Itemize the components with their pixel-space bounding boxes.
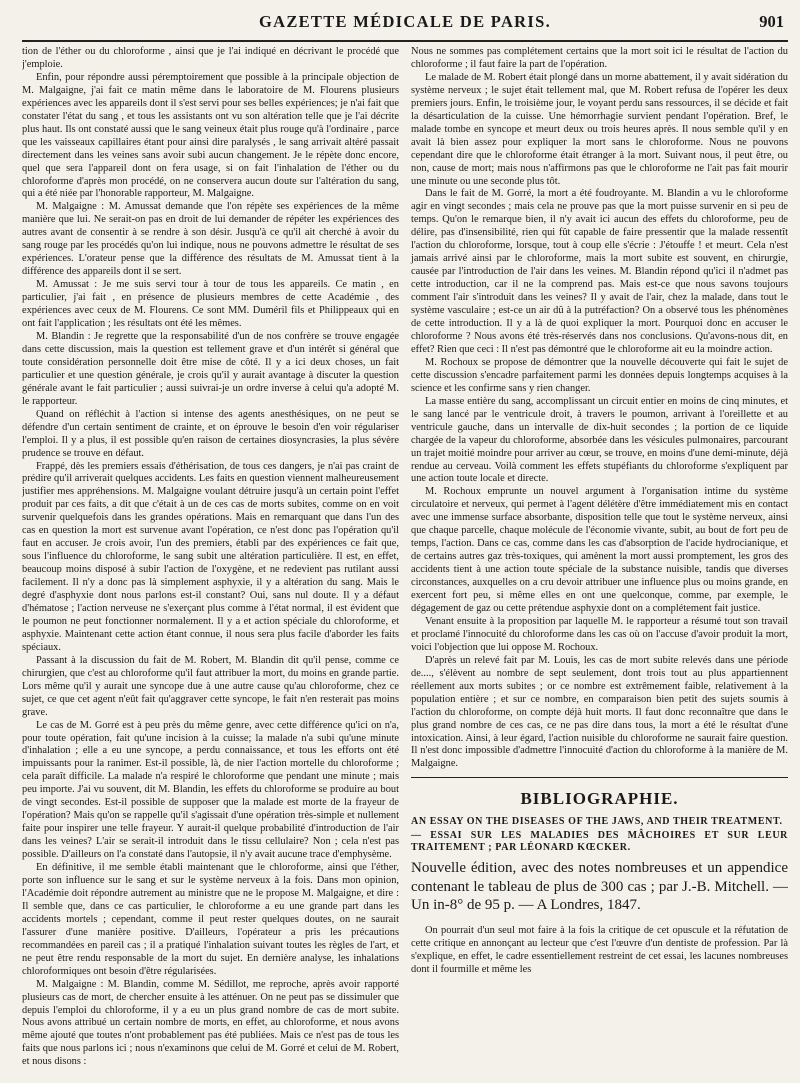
paragraph: D'après un relevé fait par M. Louis, les cas de mort subite relevés dans une période de...., s'élèvent au nombre de sept seulement, dont trois tout au plus appartiennent réellement aux morts subites ; or ce nombre est extrêmement faible, relativement à la population entière ; et sur ce nombre, en comparaison bien petit des sujets soumis à l'action du chloroforme, on compte déjà huit morts. Il faut donc reconnaître que dans le plus grand nombre de ces cas, ce ne pas dire dans tous, la mort a été le résultat d'une intoxication. Ainsi, à leur égard, l'action nuisible du chloroforme ne saurait faire question. Il n'est donc impossible d'admettre l'innocuité d'action du chloroforme à la manière de M. Malgaigne.: [411, 654, 788, 770]
running-header: [22, 0, 788, 42]
paragraph: tion de l'éther ou du chloroforme , ainsi que je l'ai indiqué en décrivant le procédé que j'emploie.: [22, 46, 399, 70]
left-column: [22, 46, 399, 1076]
right-column: [411, 46, 788, 1076]
columns: [22, 46, 788, 1076]
paragraph: En définitive, il me semble établi maintenant que le chloroforme, ainsi que l'éther, porte son influence sur le sang et sur le système nerveux à la fois. Dans mon opinion, l'Académie doit répondre autrement au ministre que ne le propose M. Malgaigne, et dire : Il semble que, dans ce cas particulier, le chloroforme a eu une grande part dans les accidents mortels ; cependant, comme il peut rester quelques doutes, on ne saurait l'assurer d'une manière positive. D'ailleurs, l'opérateur a pris les précautions recommandées en pareil cas ; il a pratiqué l'inhalation suivant toutes les règles de l'art, et ne peut être rendu responsable de la mort du sujet. En dernière analyse, les inhalations chloroformiques ont besoin d'être régularisées.: [22, 862, 399, 977]
paragraph: Venant ensuite à la proposition par laquelle M. le rapporteur a résumé tout son travail et proclamé l'innocuité du chloroforme dans les cas où on l'accuse d'avoir produit la mort, voici l'objection que lui oppose M. Rochoux.: [411, 615, 788, 653]
paragraph: La masse entière du sang, accomplissant un circuit entier en moins de cinq minutes, et le sang lancé par le ventricule droit, à travers le poumon, arrivant à l'oreillette et au ventricule gauche, dans un intervalle de dix-huit secondes ; la portion de ce liquide chargée de la vapeur du chloroforme, absorbée dans les vésicules pulmonaires, parcourant un trajet moitié moindre pour arriver au cœur, se trouve, en moins d'une demi-minute, déjà rendue au cerveau. Voilà comment les effets stupéfiants du chloroforme s'expliquent par une action toute locale et directe.: [411, 395, 788, 485]
paragraph: Frappé, dès les premiers essais d'éthérisation, de tous ces dangers, je n'ai pas craint de prédire qu'il arriverait quelques accidents. Les faits en question viennent malheureusement justifier mes appréhensions. M. Malgaigne voulant détruire jusqu'à un certain point l'effet produit par ces faits, a dit que c'était à un de ces cas de morts subites, comme on en voit survenir quelquefois dans les grandes opérations. Mais en remarquant que dans l'un des cas en question la mort est survenue avant l'opération, ce n'est donc pas l'opération qu'il faut en accuser. Je crois avoir, l'un des premiers, établi par des expériences ce fait que, sous l'influence du chloroforme, le sang subit une altération particulière. Il est, en effet, beaucoup moins disposé à subir l'action de l'oxygène, et ne redevient pas rutilant aussi facilement. Il n'y a donc pas là simplement asphyxie, il y a altération du sang. Mais le degré d'asphyxie dont nous parlons est-il constant? Oui, sans nul doute. Il y a défaut d'hématose ; l'action nerveuse ne s'exerçant plus comme à l'état normal, il est évident que le poumon ne peut fonctionner normalement. Il y a et action spéciale du chloroforme, et asphyxie. Maintenant cette action étant connue, il nous sera plus facile d'aborder les faits spéciaux.: [22, 460, 399, 653]
paragraph: Nous ne sommes pas complétement certains que la mort soit ici le résultat de l'action du chloroforme ; il faut faire la part de l'opération.: [411, 46, 788, 70]
paragraph: M. Amussat : Je me suis servi tour à tour de tous les appareils. Ce matin , en particulier, j'ai fait , en présence de plusieurs membres de cette Académie , des expériences avec ceux de M. Flourens. Ce sont MM. Duméril fils et Philippeaux qui en ont fait l'application ; les résultats ont été les mêmes.: [22, 279, 399, 330]
paragraph: M. Rochoux se propose de démontrer que la nouvelle découverte qui fait le sujet de cette discussion s'encadre parfaitement parmi les données depuis longtemps acquises à la science et les confirme sans y rien changer.: [411, 356, 788, 394]
paragraph: M. Malgaigne : M. Amussat demande que l'on répète ses expériences de la même manière que lui. Ne serait-on pas en droit de lui demander de répéter les expériences des autres avant de consentir à se rendre à son désir. Jusqu'à ce qu'il ait cherché à avoir du sang rouge par les procédés qu'on lui indique, nous ne pouvons admettre le résultat de ses expériences. L'orateur pense que la différence des résultats de M. Amussat tient à la différence des appareils dont il se sert.: [22, 201, 399, 278]
paragraph: Passant à la discussion du fait de M. Robert, M. Blandin dit qu'il pense, comme ce chirurgien, que c'est au chloroforme qu'il faut attribuer la mort, du moins en grande partie. Lors même qu'il y aurait une syncope due à une autre cause qu'au chloroforme, chez ce sujet, ce que cet agent n'eût fait qu'aggraver cette syncope, le fait n'en resterait pas moins grave.: [22, 654, 399, 718]
bibliography-heading: BIBLIOGRAPHIE.: [520, 789, 679, 809]
page-number: 901: [759, 12, 784, 31]
paragraph: M. Malgaigne : M. Blandin, comme M. Sédillot, me reproche, après avoir rapporté plusieurs cas de mort, de chercher ensuite à les atténuer. On ne peut pas se dissimuler que depuis l'emploi du chloroforme, il y a eu un plus grand nombre de cas de mort subite. Nous avons attribué un certain nombre de morts, en effet, au chloroforme, et nous avons même ajouté que toutes n'ont probablement pas été publiées. Mais ce n'est pas de tous les faits que nous parlons ici ; nous n'examinons que celui de M. Gorré et celui de M. Robert, et nous disons :: [22, 978, 399, 1068]
paragraph: M. Rochoux emprunte un nouvel argument à l'organisation intime du système circulatoire et nerveux, qui permet à l'agent délétère d'être immédiatement mis en contact avec une immense surface absorbante, disposition telle que tout le système nerveux, ainsi que chaque parcelle, chaque molécule de l'économie vivante, subit, au bout de fort peu de temps, l'action. Dans ce cas, comme dans les cas d'absorption de l'acide hydrocianique, et de certains autres gaz très-toxiques, qui amènent la mort aussi promptement, les gros des accidents tient à une action toute spéciale de la substance nuisible, tandis que diverses circonstances, auxquelles on a cru devoir attribuer une influence plus ou moins grande, en exercent fort peu, si même elles en ont une quelconque, comme, par exemple, le dégagement de gaz ou cette prétendue asphyxie dont on a complétement fait justice.: [411, 486, 788, 614]
journal-title: GAZETTE MÉDICALE DE PARIS.: [258, 12, 552, 31]
paragraph: Quand on réfléchit à l'action si intense des agents anesthésiques, on ne peut se défendre d'un certain sentiment de crainte, et on éprouve le besoin d'en voir régulariser l'emploi. Il y a plus, il est possible qu'en raison de certaines diosyncrasies, la plus sévère prudence se trouve en défaut.: [22, 408, 399, 459]
paragraph: Le cas de M. Gorré est à peu près du même genre, avec cette différence qu'ici on n'a, pour toute opération, fait qu'une incision à la cuisse; la malade n'a subi qu'une minute d'inhalation ; elle a eu une syncope, a perdu connaissance, et tous les efforts ont été impuissants pour la ranimer. Est-il possible, là, de nier l'action mortelle du chloroforme ; cela paraît difficile. La malade n'a respiré le chloroforme que pendant une minute ; mais peu importe. J'ai vu souvent, dit M. Blandin, les effets du chloroforme se produire au bout de vingt secondes. Est-il possible de supposer que la malade est morte de la frayeur de l'opération? Mais qu'on se rappelle qu'il s'agissait d'une opération très-simple et nullement faite pour inspirer une telle frayeur. Y aurait-il quelque probabilité d'introduction de l'air dans les veines? L'air se serait-il introduit dans le tissu cellulaire? Non ; cela n'est pas possible. D'ailleurs on l'a constaté dans l'autopsie, il n'y avait aucune trace d'emphysème.: [22, 719, 399, 861]
section-divider: [411, 777, 788, 778]
paragraph: Le malade de M. Robert était plongé dans un morne abattement, il y avait sidération du système nerveux ; le sujet était tellement mal, que M. Robert refusa de l'opérer les deux premiers jours. Enfin, le troisième jour, le voyant perdu sans ressources, il se décide et fait la désarticulation de la cuisse. Une hémorrhagie survient pendant l'opération. Bref, le malade tombe en syncope et meurt deux ou trois heures après. Il nous semble qu'il y en avait là bien assez pour expliquer la mort sans le chloroforme. Nous ne pouvons cependant dire que le chloroforme était étranger à la mort. Suivant nous, il peut être, ou non, cause de mort; mais nous n'affirmons pas que le chloroforme ne l'ait pas fait mourir une minute ou une seconde plus tôt.: [411, 71, 788, 187]
paragraph: Dans le fait de M. Gorré, la mort a été foudroyante. M. Blandin a vu le chloroforme agir en vingt secondes ; mais cela ne prouve pas que la mort puisse survenir en si peu de temps. Qu'on le remarque bien, il n'y avait ici aucun des effets du chloroforme, peu de délire, pas d'insensibilité, rien qui fût capable de faire pressentir que la malade ressentît l'action du chloroforme, lorsque, tout à coup elle s'écrie : J'étouffe ! et meurt. Cela n'est jamais arrivé ainsi par le chloroforme, mais la mort subite est souvent, en chirurgie, causée par l'introduction de l'air dans les veines. M. Blandin répond qu'ici il n'admet pas cette introduction, car il ne la comprend pas. Mais est-ce que nous savons toujours comment l'air s'introduit dans les veines? Il y avait de l'air, chez la malade, dans tout le système vasculaire ; est-ce un air dû à la putréfaction? On a observé tous les phénomènes de cette introduction. Il y a là de quoi expliquer la mort. Pourquoi donc en accuser le chloroforme ? Nous avons été très-réservés dans nos conclusions. Qu'avons-nous dit, en effet? Rien que ceci : Il n'est pas démontré que le chloroforme ait eu la moindre action.: [411, 188, 788, 355]
paragraph: Enfin, pour répondre aussi péremptoirement que possible à la principale objection de M. Malgaigne, j'ai fait ce matin même dans le laboratoire de M. Flourens plusieurs expériences avec les appareils dont il s'est servi pour ses belles expériences; je n'ai fait que constater l'état du sang , et tous les assistants ont vu son altération telle que je l'ai décrite plus haut. Ils ont constaté aussi que le sang veineux était plus rouge qu'à l'ordinaire , parce que les vaisseaux capillaires étant pour ainsi dire paralysés , le sang arrivait altéré passait directement dans les veines sans avoir subi aucun changement. Je le répète donc encore, quel que sera l'appareil dont on fera usage, si on fait l'inhalation de l'éther ou du chloroforme d'après mon procédé, on ne conservera aucun doute sur l'altération du sang, qui a été niée par l'honorable rapporteur, M. Malgaigne.: [22, 71, 399, 200]
paragraph: On pourrait d'un seul mot faire à la fois la critique de cet opuscule et la réfutation de cette critique en annonçant au lecteur que c'est l'œuvre d'un dentiste de profession. Par là s'explique, en effet, le cadre essentiellement restreint de cet essai, les lacunes nombreuses dont il fourmille et même les: [411, 925, 788, 975]
bibliography-edition: Nouvelle édition, avec des notes nombreuses et un appendice contenant le tableau de plus de 300 cas ; par J.-B. Mitchell. — Un in-8° de 95 p. — A Londres, 1847.: [411, 859, 788, 914]
bibliography-english-title: AN ESSAY ON THE DISEASES OF THE JAWS, AND THEIR TREATMENT.: [411, 815, 783, 827]
bibliography-french-title: — ESSAI SUR LES MALADIES DES MÂCHOIRES ET SUR LEUR TRAITEMENT ; PAR LÉONARD KŒCKER.: [411, 829, 788, 854]
paragraph: M. Blandin : Je regrette que la responsabilité d'un de nos confrère se trouve engagée dans cette discussion, mais la question est tellement grave et d'un intérêt si général que toute considération personnelle doit être mise de côté. Il y a ici deux choses, un fait particulier et une question générale, je crois qu'il y aurait avantage à discuter la question générale avant le fait particulier ; aussi suivrai-je un ordre inverse à celui qu'a adopté M. le rapporteur.: [22, 330, 399, 407]
